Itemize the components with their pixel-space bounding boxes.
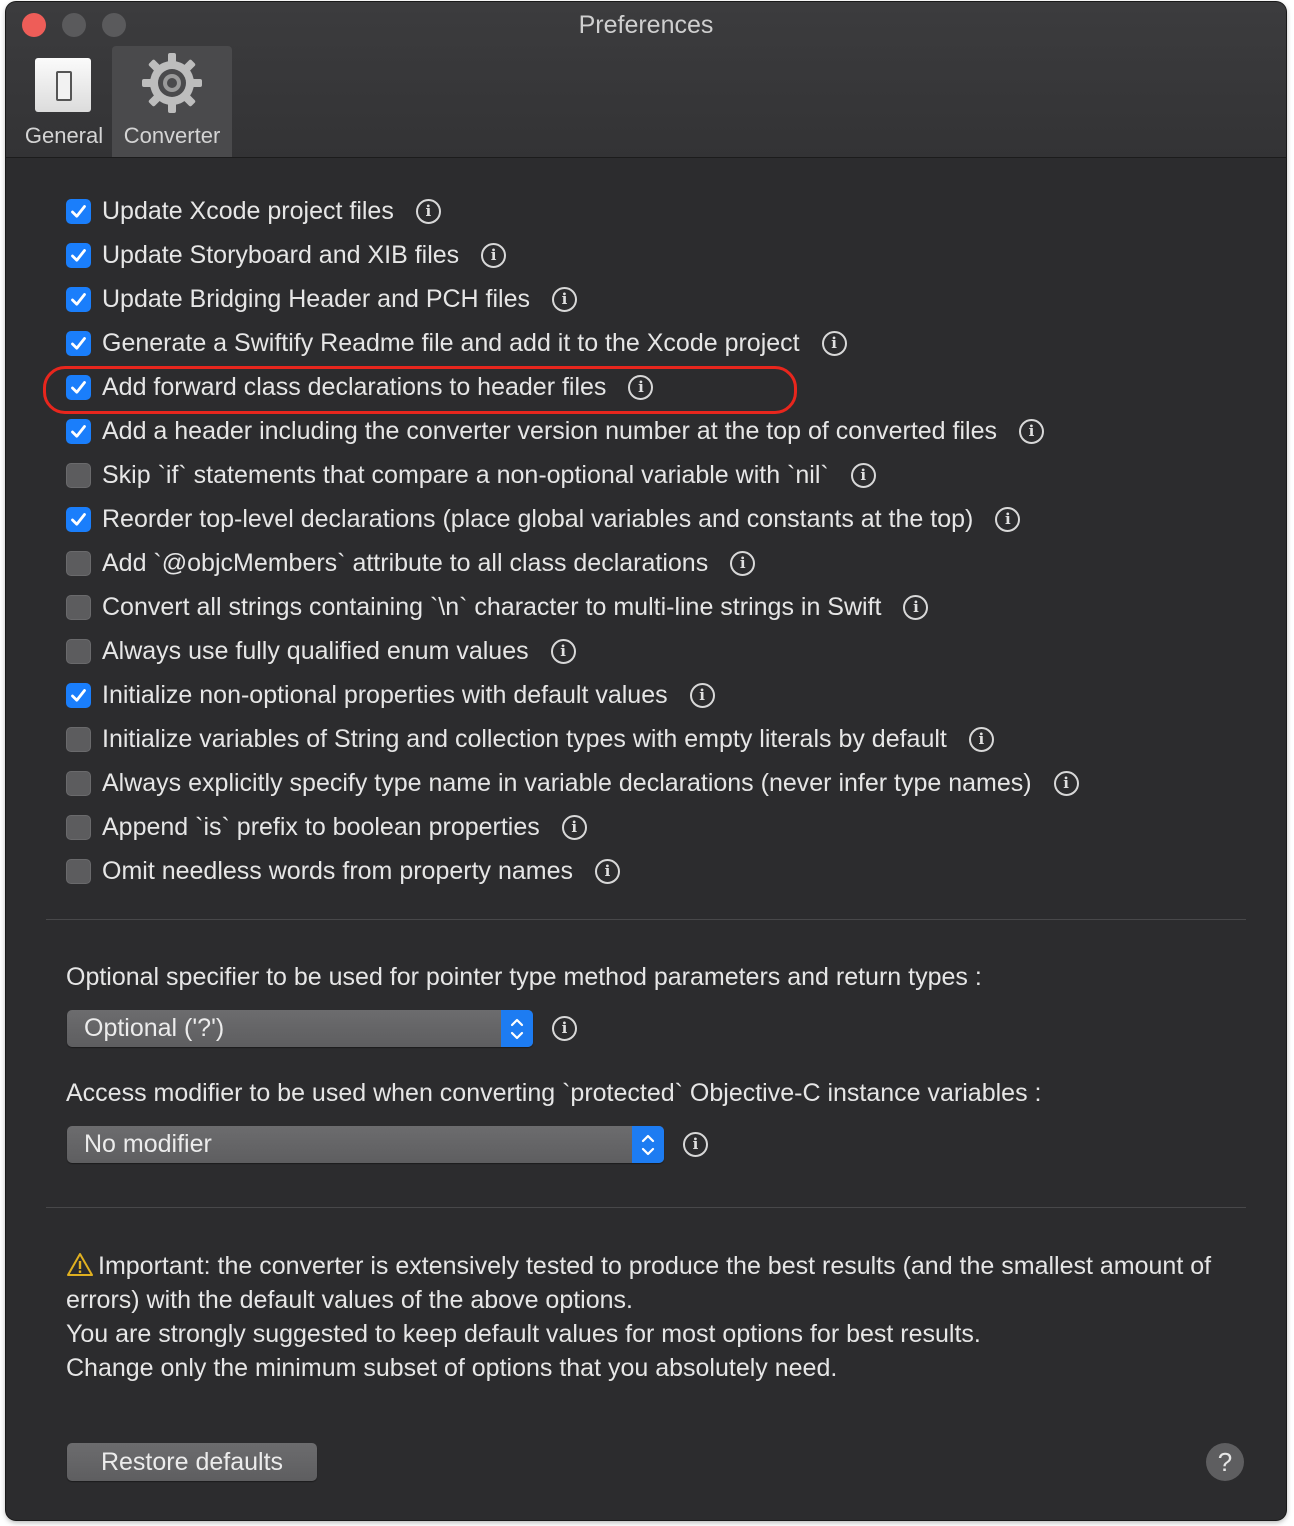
checkbox-checked[interactable]	[66, 331, 91, 356]
option-label: Add `@objcMembers` attribute to all class declarations	[102, 548, 709, 577]
info-icon[interactable]: i	[552, 1016, 577, 1041]
checkbox-unchecked[interactable]	[66, 463, 91, 488]
option-row[interactable]	[66, 805, 587, 849]
tab-general[interactable]	[16, 46, 112, 157]
option-label: Omit needless words from property names	[102, 856, 574, 885]
access-modifier-value: No modifier	[84, 1130, 212, 1158]
checkbox-unchecked[interactable]	[66, 859, 91, 884]
info-icon[interactable]: i	[552, 287, 577, 312]
optional-specifier-value: Optional ('?')	[84, 1014, 225, 1042]
option-row[interactable]	[66, 849, 620, 893]
checkbox-unchecked[interactable]	[66, 551, 91, 576]
general-switch-icon	[35, 58, 91, 112]
option-label: Add forward class declarations to header files	[102, 372, 607, 401]
info-icon[interactable]: i	[562, 815, 587, 840]
info-icon[interactable]: i	[416, 199, 441, 224]
option-row[interactable]	[66, 541, 755, 585]
info-icon[interactable]: i	[551, 639, 576, 664]
info-icon[interactable]: i	[851, 463, 876, 488]
info-icon[interactable]: i	[995, 507, 1020, 532]
info-icon[interactable]: i	[969, 727, 994, 752]
notice-line-2: You are strongly suggested to keep default values for most options for best results.	[66, 1320, 981, 1348]
checkmark-icon	[69, 686, 88, 705]
option-row[interactable]	[66, 717, 994, 761]
option-label: Update Storyboard and XIB files	[102, 240, 460, 269]
restore-defaults-button[interactable]: Restore defaults	[67, 1443, 317, 1481]
option-label: Convert all strings containing `\n` character to multi-line strings in Swift	[102, 592, 882, 621]
checkbox-checked[interactable]	[66, 199, 91, 224]
checkbox-checked[interactable]	[66, 419, 91, 444]
window-title: Preferences	[578, 11, 714, 39]
chevron-updown-icon	[632, 1126, 664, 1163]
converter-pane	[6, 158, 1286, 1520]
checkbox-unchecked[interactable]	[66, 639, 91, 664]
option-label: Update Bridging Header and PCH files	[102, 284, 531, 313]
checkbox-checked[interactable]	[66, 507, 91, 532]
info-icon[interactable]: i	[1019, 419, 1044, 444]
checkbox-checked[interactable]	[66, 287, 91, 312]
gear-icon	[141, 52, 203, 114]
tab-converter[interactable]	[112, 46, 232, 157]
option-row[interactable]	[66, 585, 928, 629]
checkmark-icon	[69, 334, 88, 353]
warning-icon	[66, 1252, 94, 1277]
checkbox-checked[interactable]	[66, 243, 91, 268]
option-label: Initialize non-optional properties with default values	[102, 680, 668, 709]
checkmark-icon	[69, 246, 88, 265]
notice-line-3: Change only the minimum subset of options that you absolutely need.	[66, 1354, 838, 1382]
info-icon[interactable]: i	[1054, 771, 1079, 796]
info-icon[interactable]: i	[690, 683, 715, 708]
option-label: Initialize variables of String and collection types with empty literals by default	[102, 724, 947, 753]
option-label: Append `is` prefix to boolean properties	[102, 812, 540, 841]
tab-general-label: General	[24, 123, 104, 148]
toolbar	[6, 2, 1286, 158]
option-row[interactable]	[66, 189, 441, 233]
info-icon[interactable]: i	[628, 375, 653, 400]
separator	[46, 1207, 1246, 1208]
highlight-annotation	[43, 366, 797, 414]
access-modifier-info[interactable]	[683, 1132, 708, 1157]
option-label: Skip `if` statements that compare a non-optional variable with `nil`	[102, 460, 829, 489]
checkmark-icon	[69, 422, 88, 441]
info-icon[interactable]: i	[683, 1132, 708, 1157]
optional-specifier-select[interactable]	[67, 1010, 533, 1047]
checkmark-icon	[69, 510, 88, 529]
checkbox-checked[interactable]	[66, 683, 91, 708]
option-row[interactable]	[66, 673, 715, 717]
option-row[interactable]	[66, 497, 1020, 541]
checkbox-unchecked[interactable]	[66, 595, 91, 620]
checkbox-unchecked[interactable]	[66, 771, 91, 796]
optional-specifier-info[interactable]	[552, 1016, 577, 1041]
checkbox-unchecked[interactable]	[66, 727, 91, 752]
option-row[interactable]	[66, 233, 506, 277]
option-label: Add a header including the converter version number at the top of converted files	[102, 416, 997, 445]
help-button[interactable]: ?	[1206, 1443, 1244, 1481]
info-icon[interactable]: i	[481, 243, 506, 268]
checkbox-unchecked[interactable]	[66, 815, 91, 840]
checkmark-icon	[69, 290, 88, 309]
notice-line-1-text: Important: the converter is extensively tested to produce the best results (and the smallest amount of errors) with the default values of the above options.	[66, 1252, 1212, 1314]
chevron-updown-icon	[501, 1010, 533, 1047]
optional-specifier-label: Optional specifier to be used for pointer type method parameters and return types :	[66, 963, 982, 991]
access-modifier-label: Access modifier to be used when converting `protected` Objective-C instance variables :	[66, 1079, 1042, 1107]
info-icon[interactable]: i	[595, 859, 620, 884]
notice-line-1	[66, 1249, 1246, 1317]
option-label: Reorder top-level declarations (place global variables and constants at the top)	[102, 504, 974, 533]
option-row[interactable]	[66, 409, 1044, 453]
option-label: Always use fully qualified enum values	[102, 636, 529, 665]
info-icon[interactable]: i	[730, 551, 755, 576]
option-row[interactable]	[66, 321, 847, 365]
option-label: Update Xcode project files	[102, 196, 394, 225]
option-label: Generate a Swiftify Readme file and add it to the Xcode project	[102, 328, 800, 357]
option-row[interactable]	[66, 277, 577, 321]
option-row[interactable]	[66, 629, 576, 673]
option-label: Always explicitly specify type name in variable declarations (never infer type names)	[102, 768, 1032, 797]
separator	[46, 919, 1246, 920]
preferences-window	[6, 2, 1286, 1520]
option-row[interactable]	[66, 453, 876, 497]
info-icon[interactable]: i	[903, 595, 928, 620]
important-notice	[66, 1249, 1246, 1385]
checkmark-icon	[69, 202, 88, 221]
tab-converter-label: Converter	[123, 123, 221, 148]
access-modifier-select[interactable]	[67, 1126, 664, 1163]
info-icon[interactable]: i	[822, 331, 847, 356]
option-row[interactable]	[66, 761, 1079, 805]
